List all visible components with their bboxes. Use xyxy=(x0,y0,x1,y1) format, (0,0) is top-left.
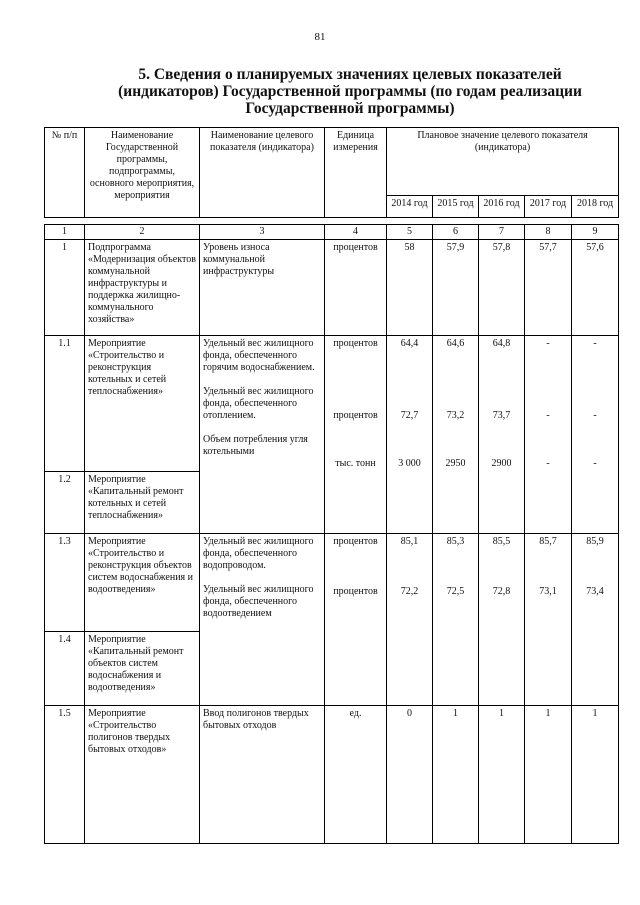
row-value: 0 xyxy=(387,706,433,844)
row-num: 1.5 xyxy=(45,706,85,844)
value-text: - xyxy=(593,410,597,421)
page-number: 81 xyxy=(314,31,326,43)
row-value: 57,9 xyxy=(433,240,479,336)
indicators-table xyxy=(44,127,619,844)
column-index: 7 xyxy=(479,225,525,240)
value-text: 73,4 xyxy=(586,586,604,597)
table-row xyxy=(45,706,619,844)
value-text: 64,8 xyxy=(492,338,511,349)
value-text: 85,9 xyxy=(586,536,604,547)
value-text: 3 000 xyxy=(398,458,421,469)
row-value: 57,7 xyxy=(525,240,572,336)
row-value xyxy=(433,534,479,706)
value-text: 85,5 xyxy=(492,536,511,547)
header-year: 2018 год xyxy=(572,196,619,218)
table-row xyxy=(45,336,619,472)
value-text: 2950 xyxy=(445,458,466,469)
row-num: 1.2 xyxy=(45,472,85,534)
value-text: - xyxy=(546,338,550,349)
header-row xyxy=(45,128,619,196)
section-title: 5. Сведения о планируемых значениях целевых показателей (индикаторов) Государственной программы (по годам реализации Государственной программы) xyxy=(118,66,582,117)
row-name: Мероприятие «Строительство и реконструкция объектов систем водоснабжения и водоотведения» xyxy=(85,534,200,632)
value-text: 64,4 xyxy=(400,338,419,349)
indicator-text: Удельный вес жилищного фонда, обеспеченного горячим водоснабжением. xyxy=(203,338,315,373)
row-indicator xyxy=(200,534,325,706)
row-value xyxy=(433,336,479,534)
row-unit: ед. xyxy=(325,706,387,844)
column-index: 1 xyxy=(45,225,85,240)
row-unit xyxy=(325,534,387,706)
row-value xyxy=(525,534,572,706)
value-text: - xyxy=(593,338,597,349)
row-name: Мероприятие «Капитальный ремонт котельных и сетей теплоснабжения» xyxy=(85,472,200,534)
value-text: - xyxy=(546,410,550,421)
row-value xyxy=(479,336,525,534)
column-index: 4 xyxy=(325,225,387,240)
value-text: 64,6 xyxy=(446,338,465,349)
row-num: 1.1 xyxy=(45,336,85,472)
header-year: 2014 год xyxy=(387,196,433,218)
value-text: - xyxy=(546,458,550,469)
header-year: 2017 год xyxy=(525,196,572,218)
row-unit: процентов xyxy=(325,240,387,336)
header-name: Наименование Государственной программы, подпрограммы, основного мероприятия, мероприятия xyxy=(85,128,200,218)
unit-text: процентов xyxy=(333,410,378,421)
column-index: 2 xyxy=(85,225,200,240)
value-text: 72,8 xyxy=(492,586,511,597)
row-num: 1 xyxy=(45,240,85,336)
value-text: 73,2 xyxy=(446,410,465,421)
value-text: 85,3 xyxy=(446,536,465,547)
indicator-text: Удельный вес жилищного фонда, обеспеченного отоплением. xyxy=(203,386,314,421)
value-text: - xyxy=(593,458,597,469)
row-value xyxy=(572,336,619,534)
table-row xyxy=(45,534,619,632)
row-value: 57,8 xyxy=(479,240,525,336)
row-value: 58 xyxy=(387,240,433,336)
value-text: 2900 xyxy=(491,458,512,469)
header-unit: Единица измерения xyxy=(325,128,387,218)
indicator-text: Удельный вес жилищного фонда, обеспеченного водоотведением xyxy=(203,584,314,619)
table-gap xyxy=(45,218,619,225)
unit-text: процентов xyxy=(333,586,378,597)
header-indicator: Наименование целевого показателя (индикатора) xyxy=(200,128,325,218)
column-index: 9 xyxy=(572,225,619,240)
row-value: 57,6 xyxy=(572,240,619,336)
value-text: 72,5 xyxy=(446,586,465,597)
indicator-text: Удельный вес жилищного фонда, обеспеченного водопроводом. xyxy=(203,536,314,571)
row-value xyxy=(525,336,572,534)
column-index: 8 xyxy=(525,225,572,240)
table-row xyxy=(45,240,619,336)
row-num: 1.4 xyxy=(45,632,85,706)
row-indicator: Уровень износа коммунальной инфраструктуры xyxy=(200,240,325,336)
column-index-row xyxy=(45,225,619,240)
row-indicator xyxy=(200,336,325,534)
header-plan: Плановое значение целевого показателя (индикатора) xyxy=(387,128,619,196)
row-name: Подпрограмма «Модернизация объектов коммунальной инфраструктуры и поддержка жилищно-коммунального хозяйства» xyxy=(85,240,200,336)
row-name: Мероприятие «Капитальный ремонт объектов систем водоснабжения и водоотведения» xyxy=(85,632,200,706)
value-text: 73,1 xyxy=(539,586,557,597)
header-year: 2016 год xyxy=(479,196,525,218)
indicator-text: Объем потребления угля котельными xyxy=(203,434,308,457)
value-text: 85,1 xyxy=(400,536,419,547)
column-index: 6 xyxy=(433,225,479,240)
row-value xyxy=(387,534,433,706)
row-unit xyxy=(325,336,387,534)
value-text: 85,7 xyxy=(539,536,557,547)
unit-text: процентов xyxy=(333,338,378,349)
column-index: 3 xyxy=(200,225,325,240)
header-year: 2015 год xyxy=(433,196,479,218)
header-num: № п/п xyxy=(45,128,85,218)
unit-text: процентов xyxy=(333,536,378,547)
row-value xyxy=(572,534,619,706)
row-value: 1 xyxy=(433,706,479,844)
unit-text: тыс. тонн xyxy=(335,458,376,469)
row-name: Мероприятие «Строительство полигонов твердых бытовых отходов» xyxy=(85,706,200,844)
row-value xyxy=(479,534,525,706)
row-value: 1 xyxy=(572,706,619,844)
row-num: 1.3 xyxy=(45,534,85,632)
row-value: 1 xyxy=(525,706,572,844)
value-text: 73,7 xyxy=(492,410,511,421)
row-name: Мероприятие «Строительство и реконструкция котельных и сетей теплоснабжения» xyxy=(85,336,200,472)
row-value: 1 xyxy=(479,706,525,844)
row-indicator: Ввод полигонов твердых бытовых отходов xyxy=(200,706,325,844)
column-index: 5 xyxy=(387,225,433,240)
value-text: 72,7 xyxy=(400,410,419,421)
row-value xyxy=(387,336,433,534)
value-text: 72,2 xyxy=(400,586,419,597)
